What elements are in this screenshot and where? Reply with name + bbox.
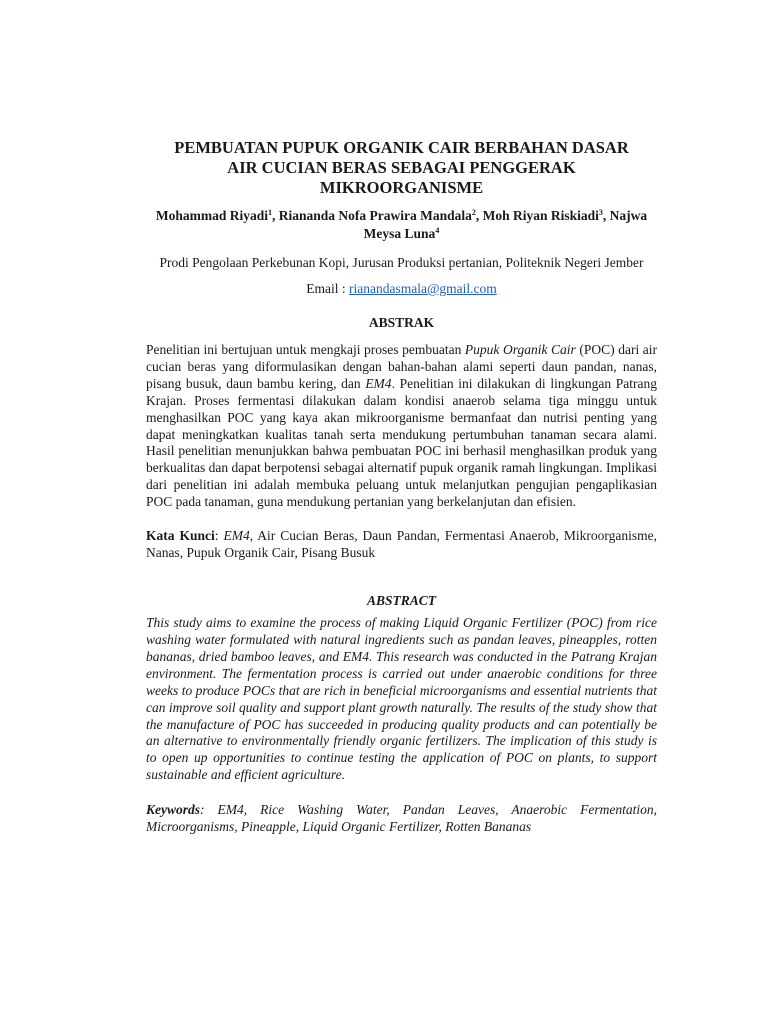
author-name: Mohammad Riyadi [155, 208, 268, 223]
author-affiliation-mark: 2 [471, 208, 476, 217]
title-line-1: PEMBUATAN PUPUK ORGANIK CAIR BERBAHAN DASAR [174, 138, 629, 157]
email-label: Email : [306, 281, 349, 296]
abstrak-heading: ABSTRAK [368, 315, 435, 330]
keywords [146, 801, 657, 835]
keywords-label: Keywords [146, 802, 200, 818]
abstrak-term: EM4 [365, 375, 392, 391]
kata-kunci-colon: : [214, 528, 224, 544]
abstrak-text: . Penelitian ini dilakukan di lingkungan Patrang Krajan. Proses fermentasi dilakukan dalam kondisi anaerob selama tiga minggu untuk menghasilkan POC yang kaya akan mikroorganisme bermanfaat dan nutrisi penting yang dapat meningkatkan kualitas tanah serta mendukung pertumbuhan tanaman secara alami. Hasil penelitian menunjukkan bahwa pembuatan POC ini berhasil menghasilkan produk yang berkualitas dan dapat berpotensi sebagai alternatif pupuk organik ramah lingkungan. Implikasi dari penelitian ini adalah membuka peluang untuk melanjutkan pengujian pengaplikasian POC pada tanaman, guna mendukung pertanian yang berkelanjutan dan efisien. [146, 375, 657, 510]
abstract-body: This study aims to examine the process of making Liquid Organic Fertilizer (POC) from rice washing water formulated with natural ingredients such as pandan leaves, pineapples, rotten bananas, dried bamboo leaves, and EM4. This research was conducted in the Patrang Krajan environment. The fermentation process is carried out under anaerobic conditions for three weeks to produce POCs that are rich in beneficial microorganisms and essential nutrients that can improve soil quality and support plant growth naturally. The results of the study show that the manufacture of POC has succeeded in producing quality products and can potentially be an alternative to environmentally friendly organic fertilizers. The implication of this study is to open up opportunities to continue testing the application of POC on plants, to support sustainable and efficient agriculture. [146, 615, 657, 783]
author-separator: , [602, 208, 610, 223]
kata-kunci [146, 527, 657, 561]
author-separator: , [271, 208, 279, 223]
abstrak-body [146, 342, 657, 511]
email-link[interactable]: rianandasmala@gmail.com [348, 281, 497, 296]
abstrak-text: (POC) dari air cucian beras yang diformulasikan dengan bahan-bahan alami seperti daun pandan, nanas, pisang busuk, daun bambu kering, dan [146, 342, 657, 391]
abstrak-term: Pupuk Organik Cair [464, 342, 576, 357]
author-list [146, 207, 657, 243]
author-affiliation-mark: 3 [598, 208, 603, 217]
title-line-3: MIKROORGANISME [319, 178, 484, 197]
author-affiliation-mark: 4 [435, 226, 440, 235]
title-line-2: AIR CUCIAN BERAS SEBAGAI PENGGERAK [227, 158, 576, 177]
affiliation: Prodi Pengolaan Perkebunan Kopi, Jurusan Produksi pertanian, Politeknik Negeri Jember [159, 255, 644, 270]
abstract-heading: ABSTRACT [366, 593, 437, 609]
keywords-list: : EM4, Rice Washing Water, Pandan Leaves, Anaerobic Fermentation, Microorganisms, Pineapple, Liquid Organic Fertilizer, Rotten Bananas [146, 802, 657, 835]
author-name: Moh Riyan Riskiadi [482, 208, 599, 223]
kata-kunci-term: EM4 [223, 528, 250, 544]
author-name: Riananda Nofa Prawira Mandala [278, 208, 472, 223]
abstrak-text: Penelitian ini bertujuan untuk mengkaji proses pembuatan [146, 342, 465, 357]
paper-title [146, 138, 657, 198]
email-line [146, 280, 657, 297]
kata-kunci-label: Kata Kunci [146, 528, 215, 544]
kata-kunci-list: , Air Cucian Beras, Daun Pandan, Fermentasi Anaerob, Mikroorganisme, Nanas, Pupuk Organik Cair, Pisang Busuk [146, 528, 657, 561]
author-name: Najwa Meysa Luna [363, 208, 648, 241]
author-affiliation-mark: 1 [267, 208, 272, 217]
author-separator: , [475, 208, 483, 223]
